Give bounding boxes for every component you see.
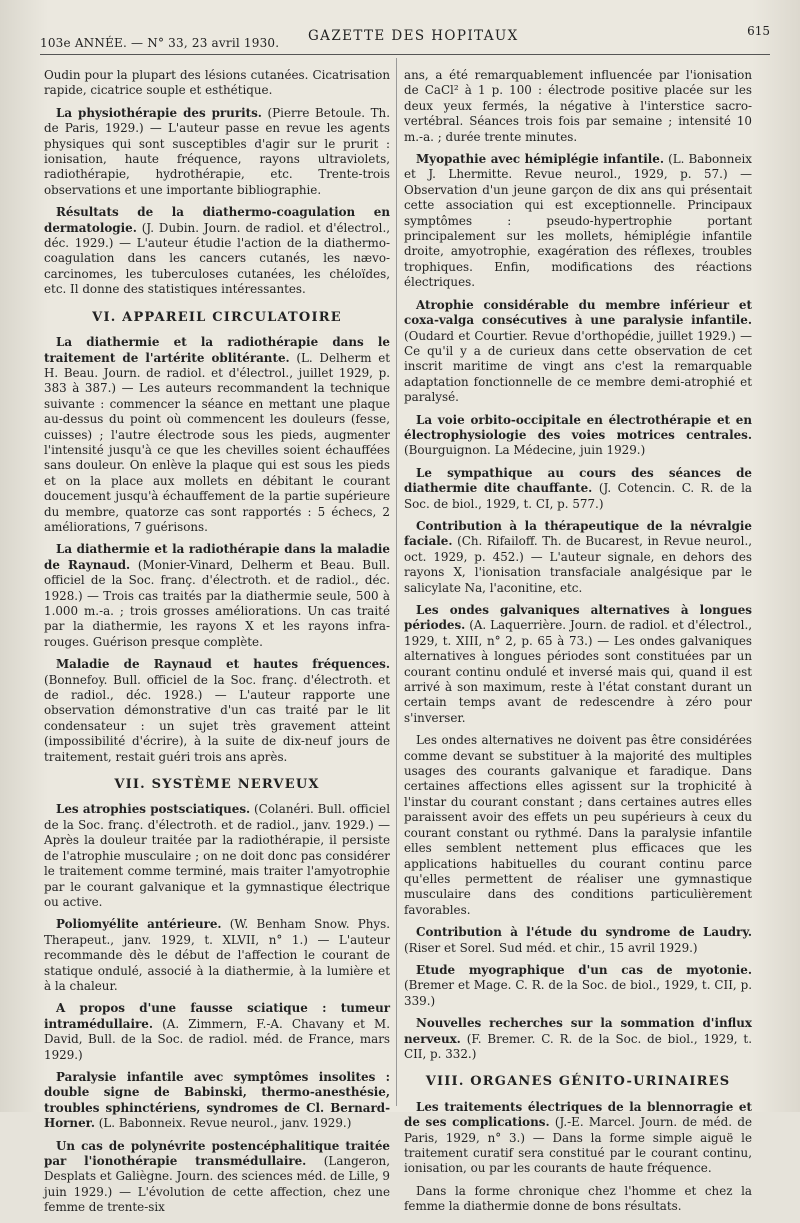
entry-title: Etude myographique d'un cas de myotonie. [416, 962, 752, 977]
entry-reference: (A. Zimmern, F.-A. Chavany et M. David, Bull. de la Soc. de radiol. méd. de France, mars 1929.) [44, 1016, 390, 1062]
header-rule [40, 54, 770, 55]
entry-sommation [404, 1016, 752, 1062]
entry-raynaud [44, 542, 390, 650]
column-divider [396, 58, 397, 1106]
entry-sciatique [44, 1001, 390, 1063]
entry-poliomyelite [44, 917, 390, 994]
entry-reference: (Oudard et Courtier. Revue d'orthopédie, juillet 1929.) [404, 328, 736, 343]
entry-raynaud-hf [44, 657, 390, 765]
continued-paragraph: Oudin pour la plupart des lésions cutanées. Cicatrisation rapide, cicatrice souple et esthétique. [44, 68, 390, 98]
entry-reference: (L. Babonneix. Revue neurol., janv. 1929.) [98, 1116, 352, 1131]
entry-title: Contribution à la thérapeutique de la névralgie faciale. [404, 518, 752, 549]
entry-text: — Trois cas traités par la diathermie seule, 500 à 1.000 m.-a. ; trois grosses améliorations. Un cas traité par la diathermie, les rayons X et les rayons infra-rouges. Guérison presque complète. [44, 588, 391, 649]
entry-reference: (L. Babonneix et J. Lhermitte. Revue neurol., 1929, p. 57.) [404, 152, 753, 182]
entry-title: La physiothérapie des prurits. [56, 105, 262, 120]
entry-reference: (Monier-Vinard, Delherm et Beau. Bull. officiel de la Soc. franç. d'électroth. et de radiol., déc. 1928.) [44, 557, 390, 603]
page-number: 615 [747, 24, 770, 38]
entry-text: — Les ondes galvaniques alternatives à longues périodes sont constituées par un courant continu ondulé et inversé mais qui, quand il est arrivé à son maximum, reste à l'état constant durant un certain temps avant de redescendre à zéro pour s'inverser. [404, 633, 753, 725]
entry-polynevrite [44, 1139, 390, 1216]
entry-text: — L'auteur étudie l'action de la diathermo-coagulation dans les cancers cutanés, les nævo-carcinomes, les tuberculoses cutanées, les chéloïdes, etc. Il donne des statistiques intéressantes. [44, 236, 391, 297]
page-header [40, 24, 770, 52]
entry-arterite [44, 335, 390, 535]
left-column [44, 68, 390, 1223]
entry-reference: (W. Benham Snow. Phys. Therapeut., janv. 1929, t. XLVII, n° 1.) [44, 917, 390, 947]
entry-title: Atrophie considérable du membre inférieur et coxa-valga consécutives à une paralysie infantile. [404, 297, 752, 328]
section-heading: VII. SYSTÈME NERVEUX [114, 777, 320, 793]
entry-reference: (J. Cotencin. C. R. de la Soc. de biol., 1929, t. CI, p. 577.) [404, 481, 752, 511]
entry-text: — Après la douleur traitée par la radiothérapie, il persiste de l'atrophie musculaire ; on ne doit donc pas considérer le traitement comme terminé, mais traiter l'amyotrophie par le courant galvanique et la gymnastique électrique ou active. [44, 817, 390, 909]
entry-text: — Ce qu'il y a de curieux dans cette observation de cet inscrit maritime de vingt ans c'est la remarquable adaptation fonctionnelle de ce membre demi-atrophié et paralysé. [404, 328, 752, 405]
entry-text: — L'auteur passe en revue les agents physiques qui sont susceptibles d'agir sur le prurit : ionisation, haute fréquence, rayons ultraviolets, radiothérapie, hydrothérapie, etc. Trente-trois observations et une importante bibliographie. [44, 121, 390, 197]
entry-text: — L'auteur rapporte une observation démonstrative d'un cas traité par le lit condensateur : un sujet très gravement atteint (impossibilité d'écrire), à la suite de dix-neuf jours de traitement, restait guéri trois ans après. [44, 688, 391, 764]
entry-paralysie [44, 1070, 390, 1132]
entry-reference: (L. Delherm et H. Beau. Journ. de radiol. et d'électrol., juillet 1929, p. 383 à 387.) [44, 350, 391, 396]
entry-reference: (F. Bremer. C. R. de la Soc. de biol., 1929, t. CII, p. 332.) [404, 1031, 752, 1061]
entry-diathermo-coagulation [44, 205, 390, 297]
entry-text: — L'auteur recommande dès le début de l'affection le courant de statique ondulé, associé à la diathermie, à la lumière et à la chaleur. [44, 932, 390, 993]
entry-text: — L'auteur signale, en dehors des rayons X, l'ionisation transfaciale analgésique par le salicylate Na, l'aconitine, etc. [404, 549, 752, 595]
section-heading: VI. APPAREIL CIRCULATOIRE [92, 309, 342, 325]
entry-title: Un cas de polynévrite postencéphalitique traitée par l'ionothérapie transmédullaire. [44, 1138, 390, 1168]
entry-title: Nouvelles recherches sur la sommation d'influx nerveux. [404, 1016, 752, 1046]
entry-text: — L'évolution de cette affection, chez une femme de trente-six [44, 1184, 390, 1215]
entry-title: Myopathie avec hémiplégie infantile. [416, 152, 665, 167]
entry-title: A propos d'une fausse sciatique : tumeur intramédullaire. [44, 1001, 390, 1031]
entry-myotonie [404, 963, 752, 1009]
entry-title: Les ondes galvaniques alternatives à longues périodes. [404, 603, 752, 633]
entry-reference: (Colanéri. Bull. officiel de la Soc. franç. d'électroth. et de radiol., janv. 1929.) [44, 802, 391, 832]
entry-continuation: Dans la forme chronique chez l'homme et chez la femme la diathermie donne de bons résultats. [404, 1183, 752, 1214]
entry-title: Maladie de Raynaud et hautes fréquences. [56, 657, 390, 672]
entry-myopathie [404, 152, 752, 291]
entry-reference: (Pierre Betoule. Th. de Paris, 1929.) [44, 105, 390, 136]
entry-reference: (Riser et Sorel. Sud méd. et chir., 15 avril 1929.) [404, 940, 698, 955]
entry-blennorragie [404, 1100, 752, 1177]
entry-title: Les atrophies postsciatiques. [56, 802, 251, 817]
continued-paragraph: ans, a été remarquablement influencée par l'ionisation de CaCl² à 1 p. 100 : électrode positive placée sur les deux yeux fermés, la négative à l'interstice sacro-vertébral. Séances trois fois par semaine ; intensité 10 m.-a. ; durée trente minutes. [404, 68, 752, 144]
entry-nevralgie [404, 519, 752, 596]
right-column [404, 68, 752, 1222]
entry-reference: (Ch. Rifailoff. Th. de Bucarest, in Revue neurol., oct. 1929, p. 452.) [404, 534, 752, 564]
issue-line: 103e ANNÉE. — N° 33, 23 avril 1930. [40, 36, 280, 50]
entry-continuation: Les ondes alternatives ne doivent pas être considérées comme devant se substituer à la majorité des multiples usages des courants galvanique et faradique. Dans certaines affections elles agissent sur la trophicité à l'instar du courant constant ; dans certaines autres elles paraissent avoir des effets un peu supérieurs à ceux du courant constant ou rythmé. Dans la paralysie infantile elles semblent nettement plus efficaces que les applications habituelles du courant continu parce qu'elles permettent de réaliser une gymnastique musculaire dans des conditions particulièrement favorables. [404, 733, 752, 917]
entry-reference: (A. Laquerrière. Journ. de radiol. et d'électrol., 1929, t. XIII, n° 2, p. 65 à 73.) [404, 618, 753, 648]
entry-reference: (J.-E. Marcel. Journ. de méd. de Paris, 1929, n° 3.) [404, 1115, 752, 1145]
entry-title: La voie orbito-occipitale en électrothérapie et en électrophysiologie des voies motrices centrales. [404, 412, 752, 442]
entry-laudry [404, 925, 752, 956]
entry-ondes-galvaniques [404, 603, 752, 726]
entry-prurits [44, 106, 390, 198]
entry-title: Contribution à l'étude du syndrome de Laudry. [416, 925, 752, 940]
entry-text: — Dans la forme simple aiguë le traitement curatif sera constitué par le courant continu, ionisation, ou par les courants de haute fréquence. [404, 1130, 752, 1176]
entry-reference: (J. Dubin. Journ. de radiol. et d'électrol., déc. 1929.) [44, 220, 391, 251]
entry-title: Paralysie infantile avec symptômes insolites : double signe de Babinski, thermo-anesthésie, troubles sphinctériens, syndromes de Cl. Bernard-Horner. [44, 1069, 390, 1131]
entry-text: — Observation d'un jeune garçon de dix ans qui présentait cette association qui est exceptionnelle. Principaux symptômes : pseudo-hypertrophie portant principalement sur les mollets, hémiplégie infantile droite, amyotrophie, exagération des réflexes, troubles trophiques. Enfin, modifications des réactions électriques. [404, 167, 752, 290]
entry-orbito-occipitale [404, 413, 752, 459]
entry-title: Les traitements électriques de la blennorragie et de ses complications. [404, 1099, 752, 1130]
entry-reference: (Bonnefoy. Bull. officiel de la Soc. franç. d'électroth. et de radiol., déc. 1928.) [44, 672, 390, 703]
entry-atrophies [44, 802, 390, 910]
journal-title: GAZETTE DES HOPITAUX [308, 28, 519, 44]
entry-title: La diathermie et la radiothérapie dans le traitement de l'artérite oblitérante. [44, 335, 390, 365]
entry-text: — Les auteurs recommandent la technique suivante : commencer la séance en mettant une plaque au-dessus du point où commencent les douleurs (fesse, cuisses) ; l'autre électrode sous les pieds, augmenter l'intensité jusqu'à ce que les chevilles soient échauffées sans douleur. On enlève la plaque qui est sous les pieds et on la place aux mollets en débitant le courant doucement jusqu'à échauffement de la partie supérieure du membre, quatorze cas sont rapportés : 5 échecs, 2 améliorations, 7 guérisons. [44, 381, 390, 534]
entry-sympathique [404, 466, 752, 512]
entry-reference: (Bremer et Mage. C. R. de la Soc. de biol., 1929, t. CII, p. 339.) [404, 978, 752, 1008]
section-heading: VIII. ORGANES GÉNITO-URINAIRES [425, 1074, 731, 1090]
entry-reference: (Langeron, Desplats et Galiègne. Journ. des sciences méd. de Lille, 9 juin 1929.) [44, 1154, 390, 1199]
entry-reference: (Bourguignon. La Médecine, juin 1929.) [404, 443, 646, 458]
entry-title: La diathermie et la radiothérapie dans la maladie de Raynaud. [44, 542, 390, 572]
entry-atrophie-coxa-valga [404, 298, 752, 406]
entry-title: Poliomyélite antérieure. [56, 917, 222, 932]
entry-title: Résultats de la diathermo-coagulation en dermatologie. [44, 205, 390, 235]
entry-title: Le sympathique au cours des séances de diathermie dite chauffante. [404, 465, 752, 496]
